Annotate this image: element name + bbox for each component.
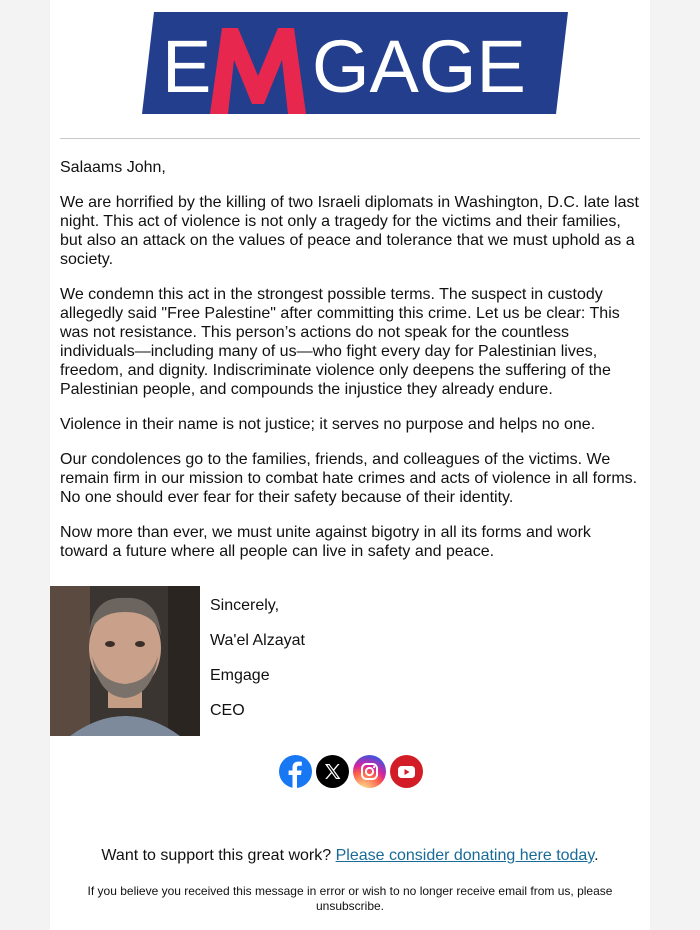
- logo-letter-e: E: [162, 25, 212, 108]
- letter-content: [60, 158, 642, 577]
- paragraph-3: Violence in their name is not justice; it serves no purpose and helps no one.: [60, 416, 596, 433]
- facebook-icon[interactable]: [279, 755, 312, 788]
- youtube-icon[interactable]: [390, 755, 423, 788]
- support-line: [50, 846, 650, 865]
- support-trailing: .: [594, 847, 599, 864]
- header-divider: [60, 138, 640, 139]
- signature-title: CEO: [210, 702, 245, 719]
- greeting: Salaams John,: [60, 159, 166, 176]
- signer-photo: [50, 586, 200, 736]
- support-prompt: Want to support this great work?: [101, 847, 332, 864]
- signature-name: Wa'el Alzayat: [210, 632, 305, 649]
- email-body: [50, 0, 650, 930]
- paragraph-2: We condemn this act in the strongest possible terms. The suspect in custody allegedly said "Free Palestine" after committing this crime. Let us be clear: This was not resistance. This person’s actions do not speak for the countless individuals—including many of us—who fight every day for Palestinian lives, freedom, and dignity. Indiscriminate violence only deepens the suffering of the Palestinian people, and compounds the injustice they already endure.: [60, 286, 620, 398]
- signature-org: Emgage: [210, 667, 270, 684]
- signature-closing: Sincerely,: [210, 597, 280, 614]
- unsubscribe-notice: If you believe you received this message in error or wish to no longer receive email from us, please unsubscribe.: [87, 884, 613, 913]
- x-icon[interactable]: [316, 755, 349, 788]
- logo-text-gage: GAGE: [312, 25, 526, 108]
- emgage-logo[interactable]: [142, 12, 568, 114]
- paragraph-1: We are horrified by the killing of two Israeli diplomats in Washington, D.C. late last night. This act of violence is not only a tragedy for the victims and their families, but also an attack on the values of peace and tolerance that we must uphold as a society.: [60, 194, 639, 268]
- signature-block: [210, 596, 305, 736]
- paragraph-5: Now more than ever, we must unite against bigotry in all its forms and work toward a future where all people can live in safety and peace.: [60, 524, 591, 560]
- instagram-icon[interactable]: [353, 755, 386, 788]
- logo-graphic: [142, 12, 568, 114]
- paragraph-4: Our condolences go to the families, friends, and colleagues of the victims. We remain firm in our mission to combat hate crimes and acts of violence in all forms. No one should ever fear for their safety because of their identity.: [60, 451, 638, 506]
- donate-link[interactable]: Please consider donating here today: [335, 847, 595, 864]
- social-links: [279, 755, 421, 789]
